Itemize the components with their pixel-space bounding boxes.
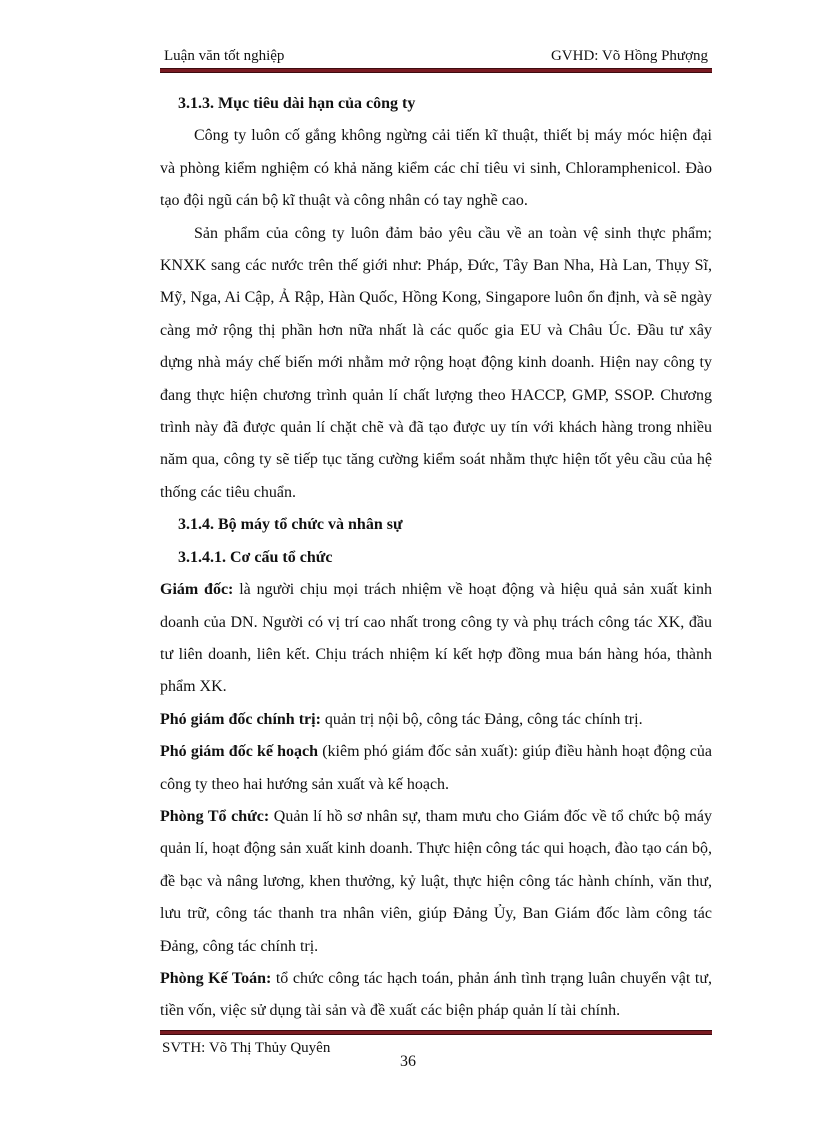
page-number: 36 — [400, 1053, 416, 1070]
list-item — [160, 736, 712, 801]
item-term: Phòng Tổ chức: — [160, 807, 270, 825]
item-term: Phòng Kế Toán: — [160, 969, 272, 987]
footer-rule — [160, 1030, 712, 1035]
list-item — [160, 963, 712, 1028]
header-thesis-title: Luận văn tốt nghiệp — [164, 48, 285, 64]
item-text: là người chịu mọi trách nhiệm về hoạt động và hiệu quả sản xuất kinh doanh của DN. Người có vị trí cao nhất trong công ty và phụ trách công tác XK, đầu tư liên doanh, liên kết. Chịu trách nhiệm kí kết hợp đồng mua bán hàng hóa, thành phẩm XK. — [160, 581, 713, 696]
item-text: (kiêm phó giám đốc sản xuất): giúp điều hành hoạt động của công ty theo hai hướng sản xuất và kế hoạch. — [160, 743, 712, 793]
item-term: Phó giám đốc chính trị: — [160, 710, 321, 728]
item-term: Giám đốc: — [160, 581, 234, 599]
paragraph: Công ty luôn cố gắng không ngừng cải tiến kĩ thuật, thiết bị máy móc hiện đại và phòng kiểm nghiệm có khả năng kiểm các chỉ tiêu vi sinh, Chloramphenicol. Đào tạo đội ngũ cán bộ kĩ thuật và công nhân có tay nghề cao. — [160, 127, 712, 210]
list-item — [160, 801, 712, 963]
header-rule — [160, 68, 712, 73]
list-item — [160, 704, 712, 736]
footer-student: SVTH: Võ Thị Thủy Quyên — [162, 1040, 331, 1056]
page-header — [160, 46, 712, 68]
item-term: Phó giám đốc kế hoạch — [160, 743, 319, 761]
item-text: tổ chức công tác hạch toán, phản ánh tình trạng luân chuyển vật tư, tiền vốn, việc sử dụng tài sản và đề xuất các biện pháp quản lí tài chính. — [160, 969, 712, 1020]
list-item — [160, 574, 712, 704]
section-heading-314: 3.1.4. Bộ máy tổ chức và nhân sự — [178, 516, 403, 534]
section-heading-313: 3.1.3. Mục tiêu dài hạn của công ty — [178, 95, 416, 112]
paragraph: Sản phẩm của công ty luôn đảm bảo yêu cầu về an toàn vệ sinh thực phẩm; KNXK sang các nước trên thế giới như: Pháp, Đức, Tây Ban Nha, Hà Lan, Thụy Sĩ, Mỹ, Nga, Ai Cập, Ả Rập, Hàn Quốc, Hồng Kong, Singapore luôn ổn định, và sẽ ngày càng mở rộng thị phần hơn nữa nhất là các quốc gia EU và Châu Úc. Đầu tư xây dựng nhà máy chế biến mới nhằm mở rộng hoạt động kinh doanh. Hiện nay công ty đang thực hiện chương trình quản lí chất lượng theo HACCP, GMP, SSOP. Chương trình này đã được quản lí chặt chẽ và đã tạo được uy tín với khách hàng trong nhiều năm qua, công ty sẽ tiếp tục tăng cường kiểm soát nhằm thực hiện tốt yêu cầu của hệ thống các tiêu chuẩn. — [160, 224, 712, 501]
subsection-heading-3141: 3.1.4.1. Cơ cấu tổ chức — [178, 548, 333, 566]
page-body — [160, 88, 712, 1028]
item-text: quản trị nội bộ, công tác Đảng, công tác chính trị. — [320, 710, 643, 728]
header-advisor: GVHD: Võ Hồng Phượng — [550, 48, 708, 64]
item-text: Quản lí hồ sơ nhân sự, tham mưu cho Giám đốc về tổ chức bộ máy quản lí, hoạt động sản xuất kinh doanh. Thực hiện công tác qui hoạch, đào tạo cán bộ, đề bạc và nâng lương, khen thưởng, kỷ luật, thực hiện công tác hành chính, văn thư, lưu trữ, công tác thanh tra nhân viên, giúp Đảng Ủy, Ban Giám đốc làm công tác Đảng, công tác chính trị. — [160, 807, 713, 955]
